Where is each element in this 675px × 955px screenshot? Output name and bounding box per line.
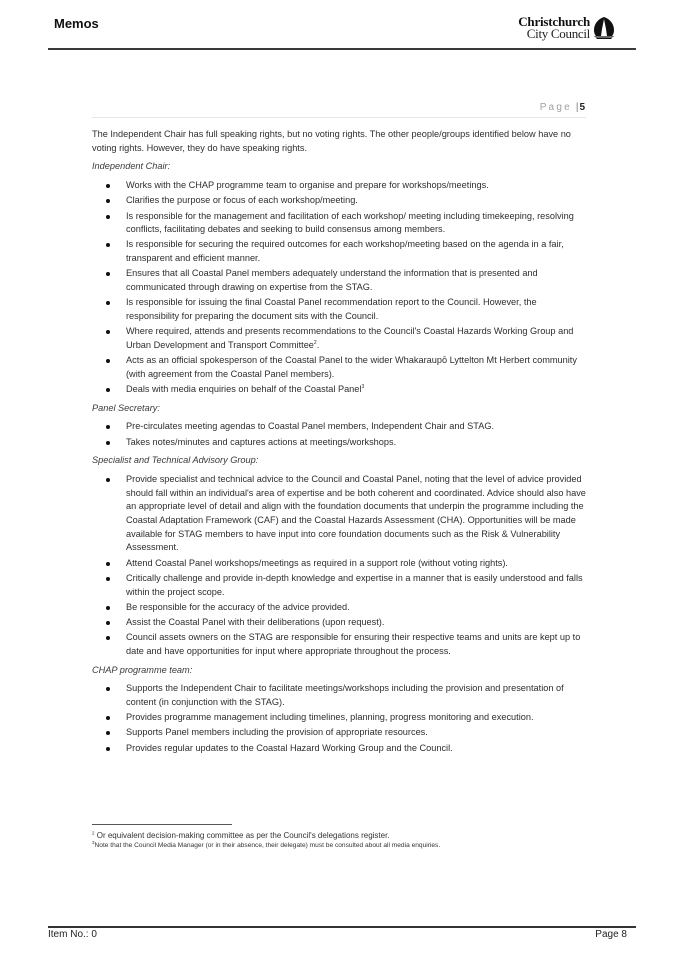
header-title: Memos (54, 16, 99, 31)
list-item (92, 726, 592, 740)
list-item-text: Supports Panel members including the provision of appropriate resources. (126, 727, 428, 738)
page-marker-label: Page (539, 102, 572, 113)
bullet-icon (106, 425, 110, 429)
list-item (92, 296, 592, 323)
bullet-icon (106, 577, 110, 581)
bullet-icon (106, 330, 110, 334)
footer-item-number: Item No.: 0 (48, 929, 97, 940)
list-item (92, 267, 592, 294)
bullet-list (92, 473, 592, 659)
bullet-icon (106, 199, 110, 203)
page-marker-number: 5 (579, 102, 585, 113)
list-item (92, 742, 592, 756)
list-item (92, 179, 592, 193)
list-item-text: Assist the Coastal Panel with their deliberations (upon request). (126, 617, 385, 627)
bullet-icon (106, 215, 110, 219)
footnote-reference[interactable]: 2 (313, 339, 317, 346)
logo-line-2: City Council (526, 26, 590, 41)
list-item-text: Be responsible for the accuracy of the advice provided. (126, 601, 350, 612)
list-item (92, 210, 592, 237)
list-item (92, 383, 592, 397)
footnote-3 (92, 841, 592, 851)
list-item-text: Acts as an official spokesperson of the Coastal Panel to the wider Whakaraupō Lyttelton Mt Herbert community (with agreement from the Coastal Panel members). (126, 355, 577, 379)
bullet-icon (106, 478, 110, 482)
bullet-icon (106, 687, 110, 691)
section-heading: CHAP programme team: (92, 664, 193, 675)
bullet-icon (106, 184, 110, 188)
bullet-list (92, 420, 592, 449)
section-heading: Specialist and Technical Advisory Group: (92, 455, 259, 466)
list-item-text: Takes notes/minutes and captures actions at meetings/workshops. (126, 436, 397, 447)
bullet-icon (106, 301, 110, 305)
footnote-divider (92, 824, 232, 825)
bullet-icon (106, 731, 110, 735)
cathedral-emblem-icon (593, 16, 615, 40)
list-item (92, 325, 592, 352)
list-item (92, 631, 592, 658)
list-item-text: Is responsible for securing the required outcomes for each workshop/meeting based on the agenda in a fair, transparent and efficient manner. (126, 239, 564, 264)
role-sections (92, 160, 592, 755)
list-item-text: Where required, attends and presents recommendations to the Council's Coastal Hazards Working Group and Urban Development and Transport Committee (126, 326, 574, 350)
footnote-marker: 3 (92, 839, 95, 845)
list-item (92, 616, 592, 630)
bullet-icon (106, 636, 110, 640)
list-item (92, 572, 592, 599)
list-item (92, 682, 592, 709)
bullet-list (92, 682, 592, 755)
section-heading: Panel Secretary: (92, 402, 160, 413)
bullet-icon (106, 243, 110, 247)
list-item-text: Provides programme management including timelines, planning, progress monitoring and execution. (126, 712, 534, 723)
bullet-icon (106, 388, 110, 392)
list-item-text: Works with the CHAP programme team to organise and prepare for workshops/meetings. (126, 180, 489, 191)
logo-text (518, 16, 590, 40)
footer-divider (48, 926, 636, 928)
bullet-icon (106, 562, 110, 566)
list-item (92, 711, 592, 725)
list-item-text: Critically challenge and provide in-depth knowledge and expertise in a manner that is easily understood and falls within the project scope. (126, 572, 583, 597)
footnote-2 (92, 830, 592, 841)
footnote-text: Or equivalent decision-making committee as per the Council's delegations register. (96, 831, 390, 840)
footer-page-number: Page 8 (595, 929, 627, 940)
footnote-text: Note that the Council Media Manager (or in their absence, their delegate) must be consulted about all media enquiries. (94, 842, 441, 849)
list-item (92, 557, 592, 571)
list-item (92, 238, 592, 265)
list-item-text: Provides regular updates to the Coastal Hazard Working Group and the Council. (126, 742, 453, 753)
bullet-icon (106, 272, 110, 276)
list-item-text: Pre-circulates meeting agendas to Coastal Panel members, Independent Chair and STAG. (126, 421, 495, 432)
bullet-icon (106, 441, 110, 445)
bullet-list (92, 179, 592, 397)
list-item-text: Supports the Independent Chair to facilitate meetings/workshops including the provision and presentation of content (in conjunction with the STAG). (126, 683, 564, 708)
list-item-text: Council assets owners on the STAG are responsible for ensuring their respective teams and units are kept up to date and have opportunities for input where appropriate throughout the process. (126, 632, 581, 656)
list-item (92, 473, 592, 555)
footnote-marker: 2 (92, 830, 95, 836)
list-item (92, 420, 592, 434)
footnotes (92, 830, 592, 851)
bullet-icon (106, 606, 110, 610)
list-item-text: Ensures that all Coastal Panel members adequately understand the information that is presented and communicated through drawing on expertise from the STAG. (126, 268, 538, 293)
list-item (92, 436, 592, 450)
intro-paragraph: The Independent Chair has full speaking rights, but no voting rights. The other people/groups identified below have no voting rights. However, they do have speaking rights. (92, 129, 571, 153)
list-item-text: Clarifies the purpose or focus of each workshop/meeting. (126, 195, 358, 206)
section-heading: Independent Chair: (92, 161, 171, 172)
list-item-text: Provide specialist and technical advice to the Council and Coastal Panel, noting that the level of advice provided should fall within an individual's area of expertise and be both coherent and coordinated. Advice should also have an appropriate level of detail and align with the foundation documents that underpin the programme including the Coastal Adaptation Framework (CAF) and the Coastal Hazards Assessment (CHA). Opportunities will be made available for STAG members to have input into core foundation documents such as the Risk & Vulnerability Assessment. (126, 473, 586, 553)
page-marker-separator: | (575, 102, 579, 113)
memo-body (92, 128, 592, 760)
council-logo (518, 16, 615, 40)
bullet-icon (106, 747, 110, 751)
list-item-text: Is responsible for the management and facilitation of each workshop/ meeting including timekeeping, resolving conflicts, facilitating debates and seeking to build consensus among members. (126, 210, 574, 235)
list-item-trailing-punctuation: . (316, 339, 320, 350)
list-item (92, 354, 592, 381)
bullet-icon (106, 621, 110, 625)
page-marker (540, 102, 585, 113)
list-item-text: Attend Coastal Panel workshops/meetings as required in a support role (without voting rights). (126, 557, 508, 568)
logo-line-1: Christchurch (518, 14, 590, 29)
page-marker-divider (92, 117, 586, 118)
list-item-text: Is responsible for issuing the final Coastal Panel recommendation report to the Council. However, the responsibility for preparing the document sits with the Council. (126, 297, 537, 321)
list-item-text: Deals with media enquiries on behalf of the Coastal Panel (126, 383, 362, 394)
bullet-icon (106, 359, 110, 363)
header-divider (48, 48, 636, 50)
bullet-icon (106, 716, 110, 720)
list-item (92, 601, 592, 615)
list-item (92, 194, 592, 208)
footnote-reference[interactable]: 3 (361, 383, 365, 390)
